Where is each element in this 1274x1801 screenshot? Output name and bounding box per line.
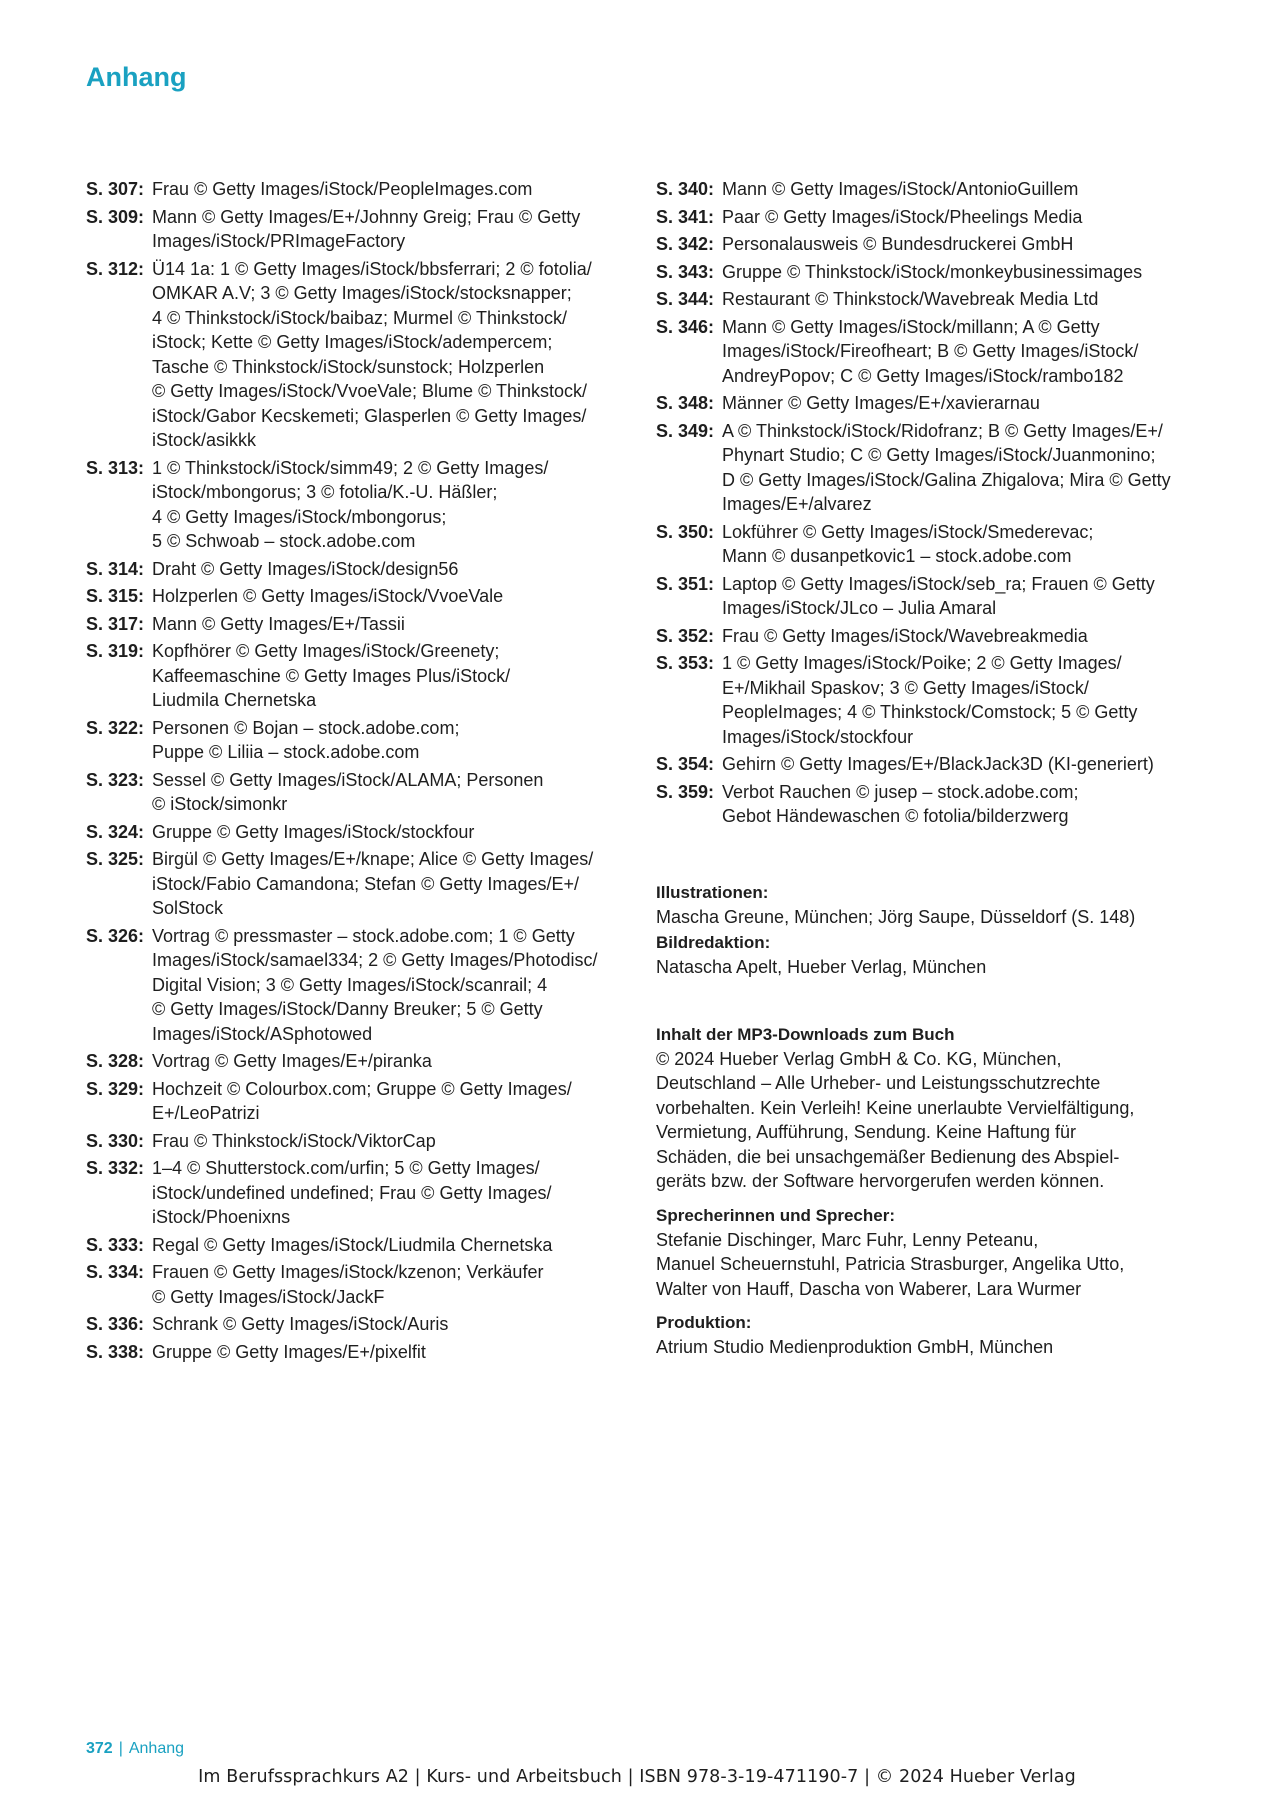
credit-page: S. 323: <box>86 769 145 790</box>
credit-page: S. 315: <box>86 586 145 606</box>
credit-entry <box>86 1233 626 1258</box>
credit-text: Hochzeit © Colourbox.com; Gruppe © Getty Images/ E+/LeoPatrizi <box>152 1078 572 1123</box>
credit-entry <box>86 177 626 202</box>
bildredaktion-section <box>656 931 1196 980</box>
credit-text: Paar © Getty Images/iStock/Pheelings Media <box>722 206 1083 227</box>
illustrationen-heading: Illustrationen: <box>656 882 769 902</box>
illustrationen-section <box>656 881 1196 930</box>
credit-page: S. 353: <box>656 653 715 673</box>
credit-page: S. 330: <box>86 1130 145 1151</box>
credit-page: S. 338: <box>86 1341 145 1362</box>
credit-page: S. 324: <box>86 821 145 842</box>
credit-page: S. 352: <box>656 625 715 646</box>
credit-page: S. 317: <box>86 613 145 634</box>
credit-entry <box>86 456 626 554</box>
credit-entry <box>656 315 1196 389</box>
credit-entry <box>656 260 1196 285</box>
credit-text: Frau © Getty Images/iStock/Wavebreakmedia <box>722 625 1088 646</box>
credit-text: Gruppe © Thinkstock/iStock/monkeybusinessimages <box>722 261 1143 282</box>
credit-page: S. 336: <box>86 1314 145 1334</box>
credit-entry <box>86 1340 626 1365</box>
page-number: 372 <box>86 1740 113 1757</box>
credit-page: S. 307: <box>86 179 145 199</box>
sprecher-text: Stefanie Dischinger, Marc Fuhr, Lenny Peteanu, Manuel Scheuernstuhl, Patricia Strasburger, Angelika Utto, Walter von Hauff, Dascha von Waberer, Lara Wurmer <box>656 1229 1125 1299</box>
credit-page: S. 342: <box>656 234 715 254</box>
credit-text: Regal © Getty Images/iStock/Liudmila Chernetska <box>152 1234 553 1255</box>
credit-text: Birgül © Getty Images/E+/knape; Alice © Getty Images/ iStock/Fabio Camandona; Stefan © Getty Images/E+/ SolStock <box>152 849 594 918</box>
credit-entry <box>86 1077 626 1126</box>
credit-entry <box>86 820 626 845</box>
credit-entry <box>86 1049 626 1074</box>
credit-text: Lokführer © Getty Images/iStock/Smederevac; Mann © dusanpetkovic1 – stock.adobe.com <box>722 521 1094 566</box>
credit-entry <box>656 624 1196 649</box>
credit-text: Kopfhörer © Getty Images/iStock/Greenety; Kaffeemaschine © Getty Images Plus/iStock/ Liudmila Chernetska <box>152 641 511 710</box>
credit-entry <box>86 639 626 713</box>
footer-page-info <box>86 1740 184 1758</box>
credit-text: Personalausweis © Bundesdruckerei GmbH <box>722 234 1074 254</box>
credit-text: Mann © Getty Images/iStock/millann; A © Getty Images/iStock/Fireofheart; B © Getty Images/iStock/ AndreyPopov; C © Getty Images/iStock/rambo182 <box>722 316 1139 386</box>
credit-text: Gruppe © Getty Images/E+/pixelfit <box>152 1341 426 1362</box>
credit-text: Draht © Getty Images/iStock/design56 <box>152 558 459 579</box>
credit-text: Holzperlen © Getty Images/iStock/VvoeVale <box>152 586 504 606</box>
credit-text: Sessel © Getty Images/iStock/ALAMA; Personen © iStock/simonkr <box>152 769 544 814</box>
credit-entry <box>86 612 626 637</box>
credit-page: S. 334: <box>86 1262 145 1282</box>
credits-right-column <box>656 177 1196 1360</box>
credit-page: S. 325: <box>86 849 145 869</box>
credit-entry <box>656 391 1196 416</box>
credit-entry <box>656 177 1196 202</box>
credit-text: Personen © Bojan – stock.adobe.com; Puppe © Liliia – stock.adobe.com <box>152 717 460 762</box>
credit-entry <box>86 1312 626 1337</box>
credit-page: S. 346: <box>656 316 715 337</box>
credit-entry <box>656 419 1196 517</box>
mp3-section <box>656 1023 1196 1194</box>
credit-page: S. 348: <box>656 393 715 413</box>
credit-text: Gruppe © Getty Images/iStock/stockfour <box>152 821 475 842</box>
credit-text: Gehirn © Getty Images/E+/BlackJack3D (KI-generiert) <box>722 754 1154 774</box>
credit-entry <box>86 768 626 817</box>
credit-entry <box>86 584 626 609</box>
illustrationen-text: Mascha Greune, München; Jörg Saupe, Düsseldorf (S. 148) <box>656 906 1136 927</box>
page-title: Anhang <box>86 62 187 92</box>
credit-text: A © Thinkstock/iStock/Ridofranz; B © Getty Images/E+/ Phynart Studio; C © Getty Images/iStock/Juanmonino; D © Getty Images/iStock/Galina Zhigalova; Mira © Getty Images/E+/alvarez <box>722 420 1171 514</box>
mp3-text: © 2024 Hueber Verlag GmbH & Co. KG, München, Deutschland – Alle Urheber- und Leistungsschutzrechte vorbehalten. Kein Verleih! Keine unerlaubte Vervielfältigung, Vermietung, Aufführung, Sendung. Keine Haftung für Schäden, die bei unsachgemäßer Bedienung des Abspiel- geräts bzw. der Software hervorgerufen werden können. <box>656 1048 1135 1191</box>
credit-text: Mann © Getty Images/E+/Tassii <box>152 613 405 634</box>
credit-page: S. 359: <box>656 781 715 802</box>
footer-section: Anhang <box>128 1740 185 1757</box>
footer-separator: | <box>118 1740 123 1757</box>
credit-page: S. 354: <box>656 754 715 774</box>
credit-entry <box>86 205 626 254</box>
credit-entry <box>86 847 626 921</box>
credit-entry <box>656 752 1196 777</box>
credit-text: Frauen © Getty Images/iStock/kzenon; Verkäufer © Getty Images/iStock/JackF <box>152 1262 544 1307</box>
mp3-heading: Inhalt der MP3-Downloads zum Buch <box>656 1024 955 1044</box>
credit-page: S. 333: <box>86 1234 145 1255</box>
credit-page: S. 343: <box>656 261 715 282</box>
credit-entry <box>86 924 626 1047</box>
credit-entry <box>656 205 1196 230</box>
credit-entry <box>86 1260 626 1309</box>
credit-entry <box>656 572 1196 621</box>
credit-entry <box>656 232 1196 257</box>
bildredaktion-heading: Bildredaktion: <box>656 933 771 952</box>
credit-page: S. 344: <box>656 289 715 309</box>
credit-page: S. 309: <box>86 206 145 227</box>
credit-entry <box>656 780 1196 829</box>
bildredaktion-text: Natascha Apelt, Hueber Verlag, München <box>656 957 987 977</box>
credit-page: S. 340: <box>656 179 715 199</box>
credit-text: Mann © Getty Images/E+/Johnny Greig; Frau © Getty Images/iStock/PRImageFactory <box>152 206 581 251</box>
credit-entry <box>86 257 626 453</box>
credit-entry <box>86 716 626 765</box>
credit-page: S. 329: <box>86 1078 145 1099</box>
credit-entry <box>86 557 626 582</box>
credit-page: S. 341: <box>656 206 715 227</box>
credit-text: Mann © Getty Images/iStock/AntonioGuillem <box>722 179 1079 199</box>
sprecher-section <box>656 1204 1196 1302</box>
credit-page: S. 332: <box>86 1158 145 1178</box>
credits-right-list <box>656 177 1196 829</box>
credit-page: S. 326: <box>86 925 145 946</box>
credit-entry <box>656 520 1196 569</box>
credit-entry <box>86 1129 626 1154</box>
credit-text: Restaurant © Thinkstock/Wavebreak Media Ltd <box>722 289 1099 309</box>
produktion-section <box>656 1311 1196 1360</box>
credit-text: Frau © Getty Images/iStock/PeopleImages.com <box>152 179 533 199</box>
credit-text: Männer © Getty Images/E+/xavierarnau <box>722 393 1040 413</box>
credit-text: Verbot Rauchen © jusep – stock.adobe.com; Gebot Händewaschen © fotolia/bilderzwerg <box>722 781 1079 826</box>
credit-page: S. 313: <box>86 457 145 478</box>
credit-text: Vortrag © pressmaster – stock.adobe.com; 1 © Getty Images/iStock/samael334; 2 © Getty Images/Photodisc/ Digital Vision; 3 © Getty Images/iStock/scanrail; 4 © Getty Images/iStock/Danny Breuker; 5 © Getty Images/iStock/ASphotowed <box>152 925 598 1044</box>
credit-page: S. 349: <box>656 420 715 441</box>
produktion-heading: Produktion: <box>656 1313 752 1332</box>
credit-page: S. 314: <box>86 558 145 579</box>
credit-page: S. 312: <box>86 258 145 279</box>
credit-page: S. 319: <box>86 641 145 661</box>
footer-book-line: Im Berufssprachkurs A2 | Kurs- und Arbeitsbuch | ISBN 978-3-19-471190-7 | © 2024 Hueber Verlag <box>198 1767 1076 1787</box>
credit-text: Ü14 1a: 1 © Getty Images/iStock/bbsferrari; 2 © fotolia/ OMKAR A.V; 3 © Getty Images/iStock/stocksnapper; 4 © Thinkstock/iStock/baibaz; Murmel © Thinkstock/ iStock; Kette © Getty Images/iStock/adempercem; Tasche © Thinkstock/iStock/sunstock; Holzperlen © Getty Images/iStock/VvoeVale; Blume © Thinkstock/ iStock/Gabor Kecskemeti; Glasperlen © Getty Images/ iStock/asikkk <box>152 258 592 450</box>
credit-text: Frau © Thinkstock/iStock/ViktorCap <box>152 1130 436 1151</box>
credit-text: 1 © Getty Images/iStock/Poike; 2 © Getty Images/ E+/Mikhail Spaskov; 3 © Getty Images/iStock/ PeopleImages; 4 © Thinkstock/Comstock; 5 © Getty Images/iStock/stockfour <box>722 653 1138 747</box>
credit-text: Vortrag © Getty Images/E+/piranka <box>152 1051 432 1071</box>
sprecher-heading: Sprecherinnen und Sprecher: <box>656 1205 895 1225</box>
credit-page: S. 351: <box>656 573 715 594</box>
credit-text: Schrank © Getty Images/iStock/Auris <box>152 1314 449 1334</box>
credit-text: 1–4 © Shutterstock.com/urfin; 5 © Getty Images/ iStock/undefined undefined; Frau © Getty Images/ iStock/Phoenixns <box>152 1158 552 1227</box>
credit-page: S. 350: <box>656 521 715 542</box>
credits-left-column <box>86 177 626 1367</box>
credit-text: 1 © Thinkstock/iStock/simm49; 2 © Getty Images/ iStock/mbongorus; 3 © fotolia/K.-U. Häßler; 4 © Getty Images/iStock/mbongorus; 5 © Schwoab – stock.adobe.com <box>152 457 549 551</box>
produktion-text: Atrium Studio Medienproduktion GmbH, München <box>656 1337 1054 1357</box>
credit-entry <box>656 651 1196 749</box>
credit-text: Laptop © Getty Images/iStock/seb_ra; Frauen © Getty Images/iStock/JLco – Julia Amaral <box>722 573 1155 618</box>
credit-page: S. 328: <box>86 1051 145 1071</box>
credit-entry <box>86 1156 626 1230</box>
credit-page: S. 322: <box>86 717 145 738</box>
credit-entry <box>656 287 1196 312</box>
